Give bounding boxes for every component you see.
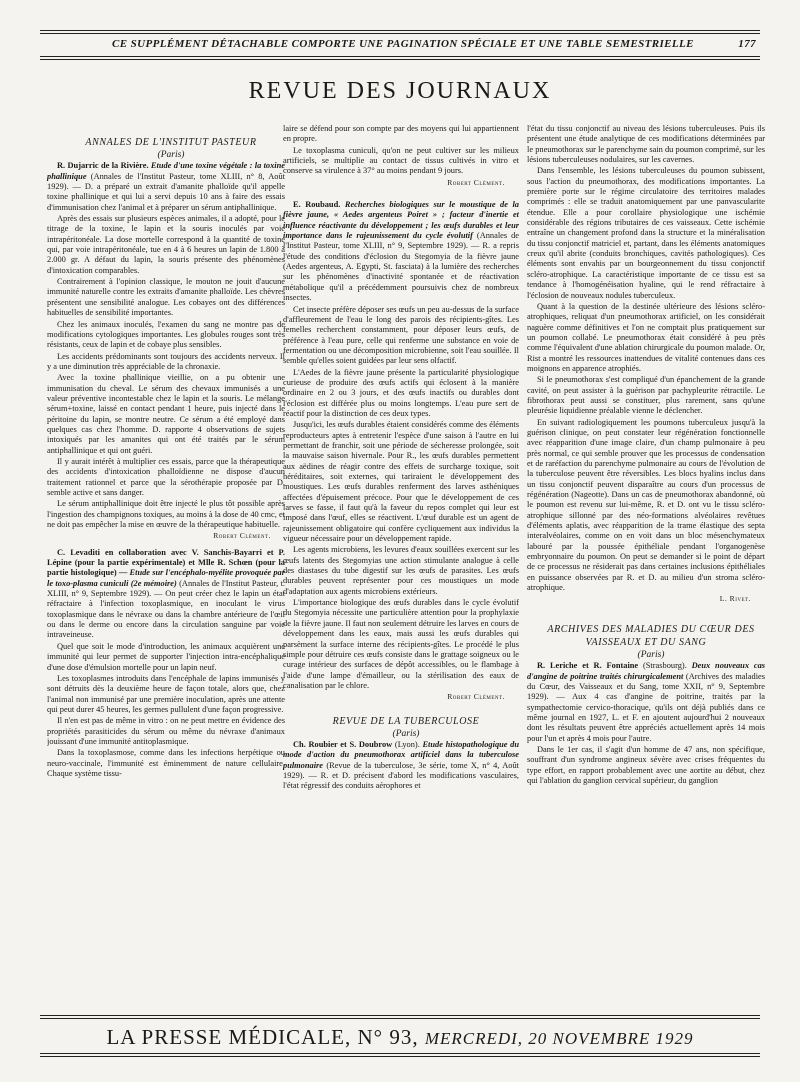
section-heading: ARCHIVES DES MALADIES DU CŒUR DES VAISSEAUX ET DU SANG (547, 623, 755, 648)
article-author: E. Roubaud. (293, 200, 341, 210)
article-title: — Etude sur l'encéphalo-myélite provoquée par le toxo-plasma cuniculi (2e mémoire) (47, 568, 285, 588)
article-lead (47, 161, 285, 213)
section-heading: REVUE DE LA TUBERCULOSE (332, 715, 480, 727)
column-1 (47, 124, 285, 1004)
paragraph: Jusqu'ici, les œufs durables étaient considérés comme des éléments reproducteurs aptes à entretenir l'espèce d'une saison à l'autre en lui permettant de franchir, soit une période de sécheresse prolongée, soit la mauvaise saison hivernale. Pour R., les œufs durables permettent aux aëdines de réagir contre des effets de surcharge toxique, soit héréditaires, soit externes, qui tariraient le développement des moustiques. Les œufs durables renferment des larves asthéniques affectées d'épuisement précoce. Pour que le développement de ces larves se fasse, il faut qu'à la faveur du repos complet qui leur est imposé dans l'œuf, elles se réactivent. L'œuf durable est un agent de rajeunissement obligatoire qui confère cycliquement aux individus la vigueur nécessaire pour un développement rapide. (283, 420, 519, 544)
footer-bottom-rule (40, 1053, 760, 1054)
paragraph: Quant à la question de la destinée ultérieure des lésions scléro-atrophiques, reliquat d'un pneumothorax artificiel, on les considérait naguère comme définitives et l'on ne comptait plus pratiquement sur un poumon collabé. Le pneumothorax était considéré à peu près comme l'équivalent d'une ablation chirurgicale du poumon malade. Or, Rist a montré les ressources inattendues de vitalité contenues dans ces moignons en apparence atrophiés. (527, 301, 765, 373)
article-lead (283, 200, 519, 303)
column-3 (527, 124, 765, 1004)
paragraph: Cet insecte préfère déposer ses œufs un peu au-dessus de la surface d'affleurement de l'eau le long des parois des récipients-gîtes. Les femelles recherchent constamment, pour déposer leurs œufs, de préférence à l'eau pure, celle qui renferme une substance en voie de fermentation ou une décomposition microbienne, soit l'eau souillée. Il semble qu'elles soient guidées par leur sens olfactif. (283, 304, 519, 366)
article-affiliation: (Lyon). (394, 739, 420, 749)
article-intro: (Annales de l'Institut Pasteur, t. XLIII, n° 9, Septembre 1929). — On peut créer chez le lapin un état réfractaire à l'infection toxoplasmique, en inoculant le virus toxoplasmique dans le névraxe ou dans la chambre antérieure de l'œil ou dans le derme ou encore dans la circulation sanguine par voie intraveineuse. (47, 578, 285, 640)
article-lead (283, 740, 519, 792)
paragraph: En suivant radiologiquement les poumons tuberculeux jusqu'à la guérison clinique, on peut constater leur régénération fonctionnelle avec réapparition d'une image claire, d'un champ pulmonaire à peu près normal, ce qui semble prouver que les processus de condensation et de raréfaction du parenchyme pulmonaire au cours de l'évolution de la tuberculose peuvent être réversibles. Les blocs hyalins inclus dans un tissu conjonctif peuvent disparaître au cours d'un processus de régénération (Nageotte). Dans un cas de pneumothorax abandonné, où le poumon est revenu sur lui-même, R. et D. ont vu le tissu scléro-atrophique sillonné par des néo-formations alvéolaires revêtues d'éléments aplatis, avec réapparition de la trame élastique des septa interalvéolaires, comme on en voit dans un bloc mésenchymateux labouré par la poussée épithéliale pendant l'organogenèse embryonnaire du poumon. On peut se demander si le point de départ de ce processus ne résiderait pas dans certaines inclusions épithéliales en puissance observées par R. et D. au milieu d'un stroma scléro-atrophique. (527, 417, 765, 593)
article-title: Etude d'une toxine végétale : la toxine phallinique (47, 161, 285, 181)
paragraph: Avec la toxine phallinique vieillie, on a pu obtenir une immunisation du cheval. Le sérum des chevaux immunisés a une valeur préventive incontestable chez le lapin et la souris. Le mélange sérum+toxine, laissé en contact pendant 1 heure, puis injecté dans le péritoine du lapin, se montre neutre. Ce sérum a été employé dans quelques cas chez l'homme. D. rapporte 4 observations de sujets intoxiqués par les amanites qui ont été traités par le sérum antiphallinique et qui ont guéri. (47, 373, 285, 455)
article-intro: (Revue de la tuberculose, 3e série, tome X, n° 4, Août 1929). — R. et D. précisent d'abord les modifications vasculaires, l'état régressif des conduits aérophores et (283, 760, 519, 791)
article-intro: (Annales de l'Institut Pasteur, tome XLIII, n° 9, Septembre 1929). — R. a repris l'étude des conditions d'éclosion du Stegomyia de la fièvre jaune (Aedes argenteus, A. Egypti, St. fasciata) à la lumière des recherches sur les phénomènes d'inactivité spontanée et de réactivation métabolique qu'il a précédemment poursuivis chez de nombreux insectes. (283, 231, 519, 303)
header-top-rule-2 (40, 33, 760, 34)
page-title: REVUE DES JOURNAUX (248, 78, 552, 104)
paragraph: laire se défend pour son compte par des moyens qui lui appartiennent en propre. (283, 124, 519, 144)
section-place: (Paris) (392, 728, 420, 739)
paragraph: Dans l'ensemble, les lésions tuberculeuses du poumon subissent, sous l'action du pneumothorax, des modifications importantes. La première porte sur le régime circulatoire des territoires malades comprimés : elle se traduit anatomiquement par une panvascularite étendue. Elle a pour corollaire physiologique une ischémie considérable des régions tributaires de ces vaisseaux. Cette ischémie entraîne un changement profond dans la structure et la minéralisation du tissu conjonctif matriciel et, partant, dans les éléments anatomiques creux qu'il abrite (conduits bronchiques, cavités pathologiques). Ces éléments sont envahis par un bourgeonnement du tissu conjonctif scléro-atrophique. La caractéristique importante de ce tissu est sa tendance à l'homogénéisation hyaline, qui le rend réfractaire à l'éclosion de nouveaux nodules tuberculeux. (527, 166, 765, 300)
paragraph: Les accidents prédominants sont toujours des accidents nerveux. Il y a une diminution très appréciable de la chronaxie. (47, 351, 285, 371)
column-2 (283, 124, 519, 1004)
header-bottom-rule (40, 56, 760, 57)
paragraph: Il n'en est pas de même in vitro : on ne peut mettre en évidence des propriétés parasiticides du sérum ou même du névraxe d'animaux jouissant d'une immunité antitoplasmique. (47, 716, 285, 746)
article-lead (47, 548, 285, 641)
paragraph: Chez les animaux inoculés, l'examen du sang ne montre pas de modifications cytologiques importantes. Les globules rouges sont très résistants, ceux de lapin et de cobaye plus sensibles. (47, 319, 285, 350)
running-header (40, 38, 760, 54)
footer-date: MERCREDI, 20 NOVEMBRE 1929 (424, 1029, 694, 1048)
signature: L. Rivet. (719, 594, 751, 604)
paragraph: Quel que soit le mode d'introduction, les animaux acquièrent une immunité qui leur permet de supporter l'injection intra-encéphalique d'une dose d'émulsion mortelle pour un lapin neuf. (47, 641, 285, 672)
footer-number: N° 93, (357, 1025, 419, 1049)
article-author: Ch. Roubier et S. Doubrow (293, 739, 393, 749)
article-intro: (Archives des maladies du Cœur, des Vaisseaux et du Sang, tome XXII, n° 9, Septembre 1929). — Aux 4 cas d'angine de poitrine, traités par la sympathectomie cervico-thoracique, qu'ils ont déjà publiés dans ce même journal en 1927, L. et F. en ajoutent aujourd'hui 2 nouveaux dont les résultats peuvent être appréciés actuellement après 14 mois pour l'un et après 4 mois pour l'autre. (527, 671, 765, 743)
paragraph: Contrairement à l'opinion classique, le mouton ne jouit d'aucune immunité naturelle contre les extraits d'amanite phalloïde. Les chèvres présentent une sensibilité analogue. Les cobayes ont des différences habituelles de sensibilité importantes. (47, 277, 285, 318)
footer-top-rule (40, 1015, 760, 1016)
section-place: (Paris) (157, 150, 185, 160)
article-author: C. Levaditi en collaboration avec V. Sanchis-Bayarri et P. Lépine (pour la partie expérimentale) et Mlle R. Schœn (pour la partie histologique) (47, 547, 285, 578)
article-author: R. Leriche et R. Fontaine (537, 661, 639, 671)
footer-journal: LA PRESSE MÉDICALE, (106, 1025, 352, 1049)
section-place: (Paris) (637, 649, 665, 660)
article-intro: (Annales de l'Institut Pasteur, tome XLIII, n° 8, Août 1929). — D. a préparé un extrait d'amanite phalloïde qu'il appelle toxine phallinique et qui lui a servi depuis 10 ans à faire des essais d'immunisation chez l'animal et à préparer un sérum antiphallinique. (47, 171, 285, 212)
footer-bottom-rule-2 (40, 1056, 760, 1057)
footer-top-rule-2 (40, 1018, 760, 1019)
header-top-rule (40, 30, 760, 31)
section-heading: ANNALES DE L'INSTITUT PASTEUR (85, 137, 257, 148)
article-title: Recherches biologiques sur le moustique de la fièvre jaune, « Aedes argenteus Poiret » ; facteur d'inertie et influence réactivante du développement ; les œufs durables et leur importance dans le rajeunissement du cycle évolutif (283, 200, 519, 241)
article-title: Etude histopathologique du mode d'action du pneumothorax artificiel dans la tuberculose pulmonaire (283, 739, 519, 770)
article-affiliation: (Strasbourg). (642, 661, 687, 671)
paragraph: Les agents microbiens, les levures d'eaux souillées exercent sur les œufs latents des Stegomyias une action stimulante analogue à celle des diastases du tube digestif sur les œufs de parasites. Les œufs durables peuvent représenter pour ces moustiques un mode d'adaptation aux agents microbiens extérieurs. (283, 545, 519, 596)
paragraph: Il y aurait intérêt à multiplier ces essais, parce que la thérapeutique des accidents d'intoxication phalloïdienne ne dispose d'aucun traitement rationnel et parce que la sérothérapie proposée par D. semble active et sans danger. (47, 456, 285, 497)
paragraph: l'état du tissu conjonctif au niveau des lésions tuberculeuses. Puis ils présentent une étude analytique de ces modifications déterminées par le pneumothorax sur le parenchyme sain du poumon comprimé, sur les lésions tuberculeuses nodulaires, sur les cavernes. (527, 124, 765, 165)
signature: Robert Clément. (447, 177, 505, 187)
signature: Robert Clément. (447, 692, 505, 702)
paragraph: Le sérum antiphallinique doit être injecté le plus tôt possible après l'ingestion des champignons toxiques, au moins à la dose de 40 cmc, et ne doit pas empêcher la mise en œuvre de la thérapeutique habituelle. (47, 499, 285, 530)
article-author: R. Dujarric de la Rivière. (57, 161, 149, 171)
paragraph: Dans la toxoplasmose, comme dans les infections herpétique ou neuro-vaccinale, l'immunité est éminemment de nature cellulaire. Chaque système tissu- (47, 748, 285, 778)
header-bottom-rule-2 (40, 59, 760, 60)
signature: Robert Clément. (213, 531, 271, 541)
paragraph: L'Aedes de la fièvre jaune présente la particularité physiologique curieuse de produire des œufs actifs qui éclosent à la manière ordinaire en 2 ou 3 jours, et des œufs inactifs ou durables dont l'éclosion est différée plus ou moins longtemps. L'eau pure sert de réactif pour la distinction de ces deux types. (283, 367, 519, 418)
paragraph: L'importance biologique des œufs durables dans le cycle évolutif du Stegomyia nécessite une particulière attention pour la prophylaxie de la fièvre jaune. Il faut non seulement détruire les larves en cours de développement dans les eaux, mais aussi les œufs durables qui parsèment la surface interne des récipients-gîtes. Le procédé le plus simple pour détruire ces œufs consiste dans le grattage soigneux ou le curage intérieur des surfaces de dépôt accessibles, ou le flambage à l'aide d'une lampe d'émailleur, ou la stérilisation des eaux de canalisation par le chlore. (283, 598, 519, 690)
paragraph: Après des essais sur plusieurs espèces animales, il a adopté, pour le titrage de la toxine, le lapin et la souris inoculés par voie intrapéritonéale. La dose mortelle correspond à la quantité de toxine qui, par voie intrapéritonéale, tue en 4 à 6 heures un lapin de 1.800 à 2.000 gr. A défaut du lapin, la souris présente des phénomènes d'intoxication comparables. (47, 214, 285, 275)
paragraph: Les toxoplasmes introduits dans l'encéphale de lapins immunisés y sont détruits dès la deuxième heure de façon totale, alors que, chez l'animal non immunisé par une première inoculation, après une attente qui peut durer 45 heures, les germes pullulent d'une façon progressive. (47, 673, 285, 714)
running-title: CE SUPPLÉMENT DÉTACHABLE COMPORTE UNE PAGINATION SPÉCIALE ET UNE TABLE SEMESTRIELLE (112, 38, 694, 50)
page-number: 177 (738, 38, 756, 50)
paragraph: Le toxoplasma cuniculi, qu'on ne peut cultiver sur les milieux artificiels, se multiplie au contact de tissus cultivés in vitro et conserve sa virulence à 37° au moins pendant 9 jours. (283, 145, 519, 176)
paragraph: Si le pneumothorax s'est compliqué d'un épanchement de la grande cavité, on peut assister à la guérison par pachypleurite rétractile. Le fibrothorax peut aussi se constituer, plus rarement, sans qu'une pleurésie liquidienne préalable vienne le déclencher. (527, 375, 765, 416)
page-footer (40, 1025, 760, 1050)
article-title: Deux nouveaux cas d'angine de poitrine traités chirurgicalement (527, 661, 765, 681)
paragraph: Dans le 1er cas, il s'agit d'un homme de 47 ans, non spécifique, souffrant d'un syndrome angineux sévère avec crises fréquentes du type effort, en rapport probablement avec une aortite au début, chez qui l'ablation du ganglion cervical supérieur, du ganglion (527, 744, 765, 785)
article-lead (527, 661, 765, 744)
